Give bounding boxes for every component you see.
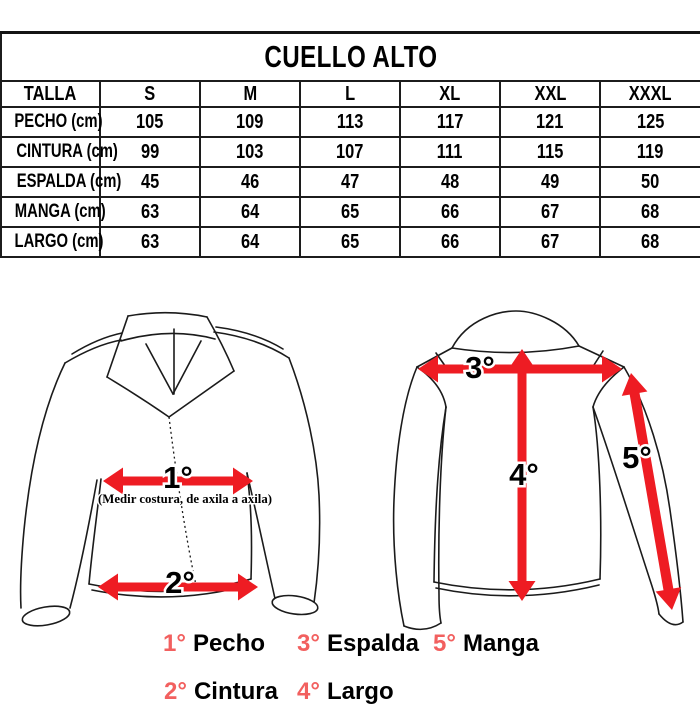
size-cell: 66 (400, 227, 500, 257)
legend-item-pecho (163, 630, 265, 658)
table-row-pecho (1, 107, 700, 137)
measurement-diagram (0, 300, 700, 640)
back-collar (452, 311, 579, 348)
legend-name-pecho: Pecho (192, 630, 265, 657)
size-cell: 107 (300, 137, 400, 167)
row-label-cintura: CINTURA (cm) (1, 137, 100, 167)
front-right-cuff (271, 593, 319, 617)
front-right-epaulette (216, 327, 283, 349)
arrow-label-4: 4° (509, 457, 539, 492)
table-row-manga (1, 197, 700, 227)
sleeve-arrow (622, 373, 681, 610)
size-cell: 117 (400, 107, 500, 137)
table-row-espalda (1, 167, 700, 197)
size-cell: 121 (500, 107, 600, 137)
size-cell: 65 (300, 197, 400, 227)
row-label-espalda: ESPALDA (cm) (1, 167, 100, 197)
size-cell: 109 (200, 107, 300, 137)
column-header-m: M (200, 81, 300, 107)
legend-name-manga: Manga (462, 630, 539, 657)
back-right-cuff (659, 614, 683, 625)
legend-num-5: 5° (433, 630, 456, 657)
front-left-epaulette (72, 333, 122, 354)
legend-item-cintura (164, 678, 278, 706)
legend-num-4: 4° (297, 678, 320, 705)
size-cell: 49 (500, 167, 600, 197)
front-collar (128, 313, 207, 317)
row-label-largo: LARGO (cm) (1, 227, 100, 257)
size-cell: 65 (300, 227, 400, 257)
front-left-cuff (21, 603, 71, 629)
table-row-largo (1, 227, 700, 257)
size-cell: 105 (100, 107, 200, 137)
row-label-pecho: PECHO (cm) (1, 107, 100, 137)
size-cell: 63 (100, 197, 200, 227)
size-cell: 67 (500, 227, 600, 257)
column-header-l: L (300, 81, 400, 107)
size-cell: 99 (100, 137, 200, 167)
arrow-label-3: 3° (465, 350, 495, 385)
front-right-lapel (169, 371, 234, 417)
size-cell: 68 (600, 197, 700, 227)
size-cell: 115 (500, 137, 600, 167)
arrow-label-5: 5° (622, 440, 652, 475)
column-header-talla: TALLA (1, 81, 100, 107)
legend-name-cintura: Cintura (193, 678, 278, 705)
legend-num-1: 1° (163, 630, 186, 657)
arrow-label-2: 2° (165, 565, 195, 600)
chest-measure-note: (Medir costura, de axila a axila) (98, 491, 272, 506)
back-left-cuff (404, 623, 441, 629)
size-cell: 103 (200, 137, 300, 167)
size-cell: 125 (600, 107, 700, 137)
column-header-xxxl: XXXL (600, 81, 700, 107)
column-header-xl: XL (400, 81, 500, 107)
size-cell: 64 (200, 197, 300, 227)
column-header-xxl: XXL (500, 81, 600, 107)
size-cell: 47 (300, 167, 400, 197)
size-cell: 64 (200, 227, 300, 257)
table-row-cintura (1, 137, 700, 167)
table-header-row (1, 81, 700, 107)
size-cell: 66 (400, 197, 500, 227)
front-left-lapel (107, 377, 169, 417)
legend-item-largo (297, 678, 394, 706)
legend-item-espalda (297, 630, 419, 658)
column-header-s: S (100, 81, 200, 107)
table-title-row (1, 33, 700, 82)
row-label-manga: MANGA (cm) (1, 197, 100, 227)
legend-name-largo: Largo (326, 678, 394, 705)
legend-item-manga (433, 630, 539, 658)
size-cell: 119 (600, 137, 700, 167)
size-cell: 113 (300, 107, 400, 137)
size-cell: 50 (600, 167, 700, 197)
size-cell: 45 (100, 167, 200, 197)
size-cell: 46 (200, 167, 300, 197)
size-cell: 63 (100, 227, 200, 257)
legend-name-espalda: Espalda (326, 630, 419, 657)
size-table (0, 31, 700, 258)
size-cell: 111 (400, 137, 500, 167)
arrow-label-1: 1° (163, 460, 193, 495)
table-title (1, 33, 700, 82)
size-cell: 67 (500, 197, 600, 227)
legend-num-3: 3° (297, 630, 320, 657)
table-title-text: CUELLO ALTO (264, 39, 438, 74)
size-cell: 68 (600, 227, 700, 257)
legend-num-2: 2° (164, 678, 187, 705)
size-cell: 48 (400, 167, 500, 197)
